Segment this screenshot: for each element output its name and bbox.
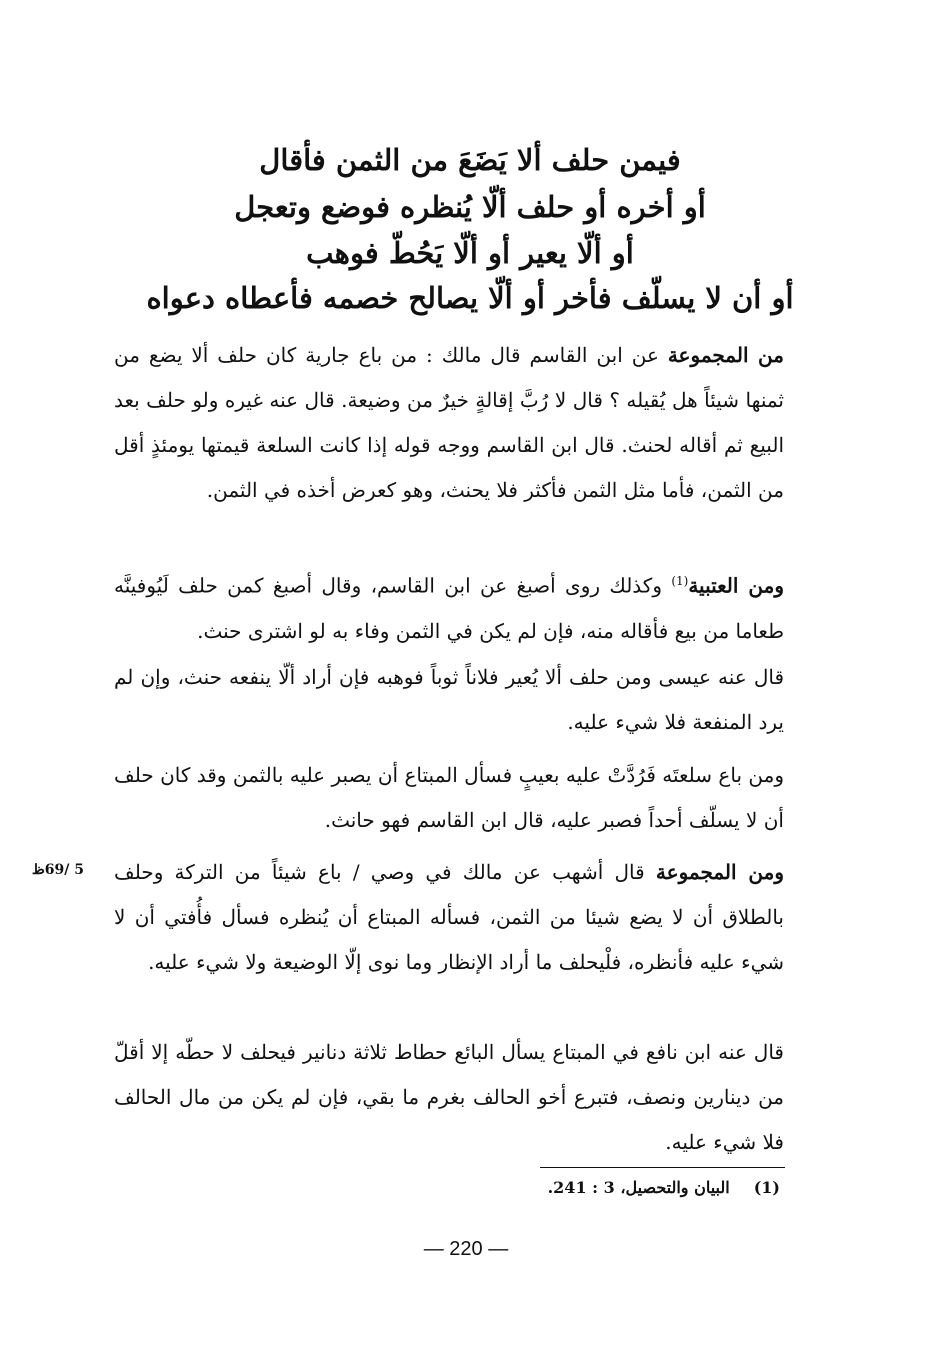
footnote-divider: [540, 1167, 785, 1168]
paragraph-text: ومن باع سلعتَه فَرُدَّتْ عليه بعيبٍ فسأل المبتاع أن يصبر عليه بالثمن وقد كان حلف أن لا يسلّف أحداً فصبر عليه، قال ابن القاسم فهو حانث.: [114, 763, 784, 832]
paragraph-4: [114, 753, 784, 843]
paragraph-1: [114, 333, 784, 513]
chapter-heading-line-4: أو أن لا يسلّف فأخر أو ألّا يصالح خصمه فأعطاه دعواه: [146, 281, 794, 315]
footnote-reference[interactable]: (1): [671, 574, 689, 588]
paragraph-6: [114, 1030, 784, 1165]
paragraph-text: قال أشهب عن مالك في وصي / باع شيئاً من التركة وحلف بالطلاق أن لا يضع شيئا من الثمن، فسأله المبتاع أن يُنظره فسأل فأُفتي أن لا شيء عليه فأنظره، فلْيحلف ما أراد الإنظار وما نوى إلّا الوضيعة ولا شيء عليه.: [114, 860, 784, 974]
source-label: ومن المجموعة: [655, 860, 784, 884]
manuscript-folio-marker: 5 /69ظ: [31, 862, 84, 878]
source-label: ومن العتبية: [688, 573, 784, 598]
chapter-heading-line-1: فيمن حلف ألا يَضَعَ من الثمن فأقال: [259, 143, 681, 177]
paragraph-2: [114, 559, 784, 654]
footnote-number: (1): [753, 1178, 780, 1197]
footnote-text: البيان والتحصيل، 3 : 241.: [547, 1178, 730, 1197]
chapter-heading-line-2: أو أخره أو حلف ألّا يُنظره فوضع وتعجل: [234, 190, 706, 224]
footnote: [400, 1178, 780, 1197]
page-number: — 220 —: [423, 1238, 509, 1260]
paragraph-text: قال عنه ابن نافع في المبتاع يسأل البائع حطاط ثلاثة دنانير فيحلف لا حطّه إلا أقلّ من دينارين ونصف، فتبرع أخو الحالف بغرم ما بقي، فإن لم يكن من مال الحالف فلا شيء عليه.: [114, 1040, 784, 1154]
source-label: من المجموعة: [667, 343, 784, 367]
paragraph-text: عن ابن القاسم قال مالك : من باع جارية كان حلف ألا يضع من ثمنها شيئاً هل يُقيله ؟ قال لا رُبَّ إقالةٍ خيرٌ من وضيعة. قال عنه غيره ولو حلف بعد البيع ثم أقاله لحنث. قال ابن القاسم ووجه قوله إذا كانت السلعة قيمتها يومئذٍ أقل من الثمن، فأما مثل الثمن فأكثر فلا يحنث، وهو كعرض أخذه في الثمن.: [114, 343, 784, 502]
paragraph-3: [114, 655, 784, 745]
paragraph-text: قال عنه عيسى ومن حلف ألا يُعير فلاناً ثوباً فوهبه فإن أراد ألّا ينفعه حنث، وإن لم يرد المنفعة فلا شيء عليه.: [114, 665, 784, 734]
paragraph-text: وكذلك روى أصبغ عن ابن القاسم، وقال أصبغ كمن حلف لَيُوفينَّه طعاما من بيع فأقاله منه، فإن لم يكن في الثمن وفاء به لو اشترى حنث.: [114, 573, 784, 643]
chapter-heading-line-3: أو ألّا يعير أو ألّا يَحُطّ فوهب: [306, 236, 634, 270]
paragraph-5: [114, 850, 784, 985]
